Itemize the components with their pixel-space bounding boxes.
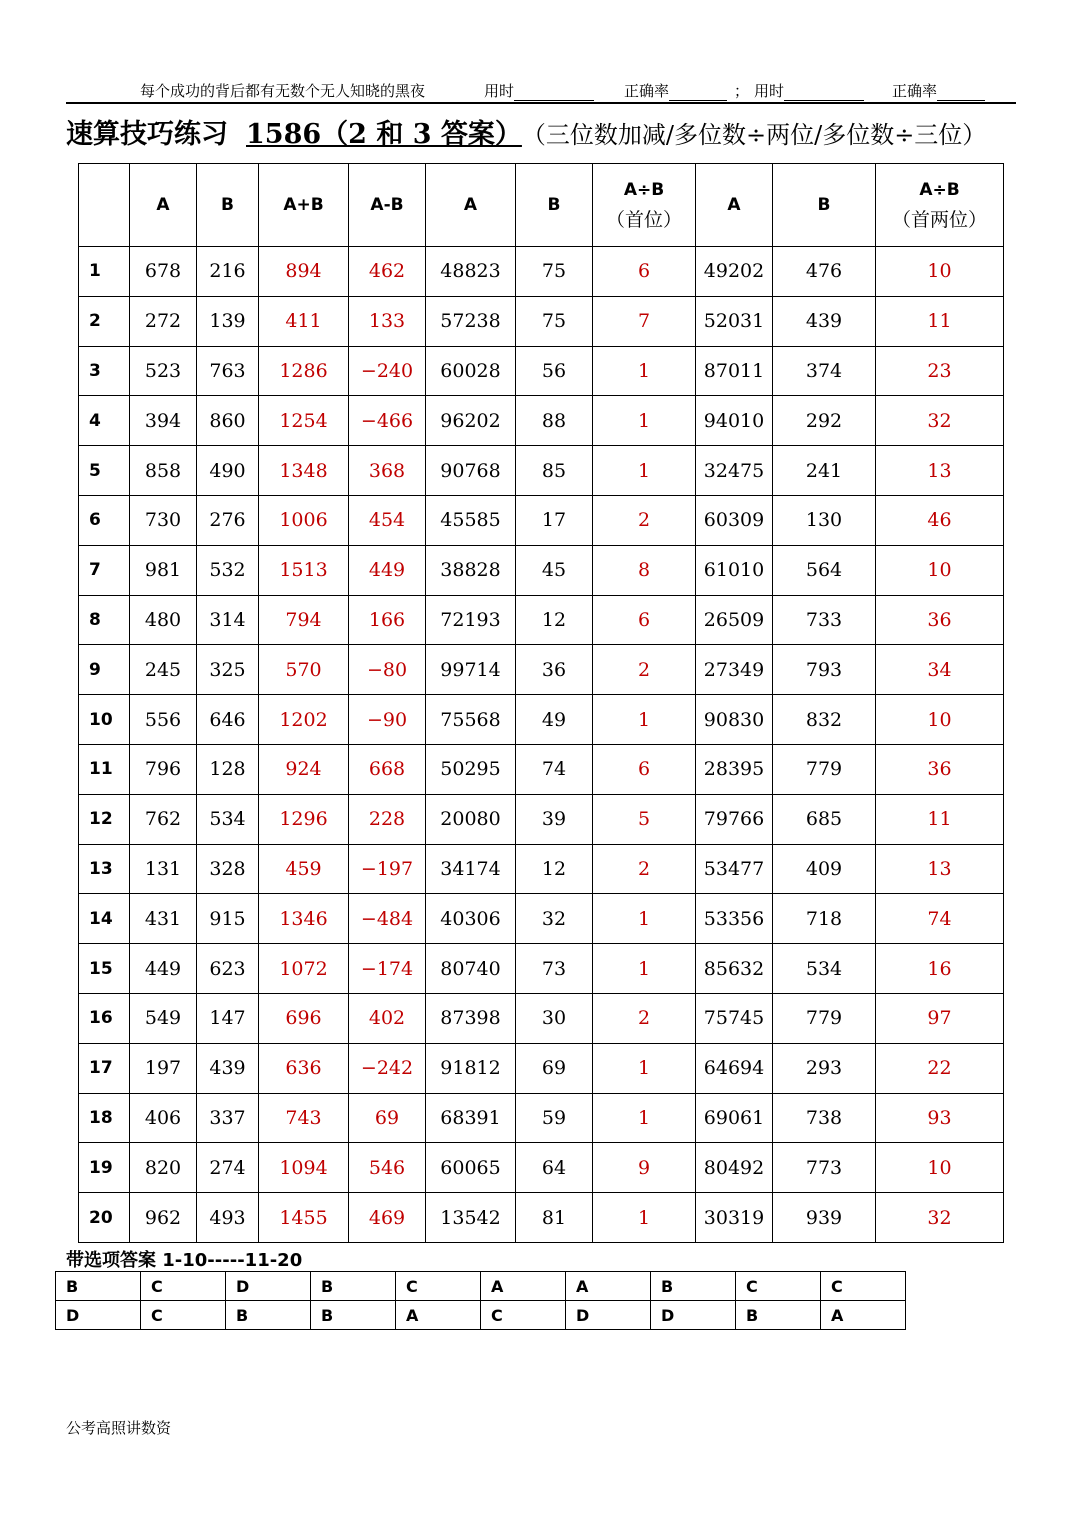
table-cell: 75745 <box>696 993 773 1043</box>
table-cell: 80740 <box>426 944 516 994</box>
row-index: 12 <box>79 794 130 844</box>
time-label-2: 用时 <box>754 80 864 101</box>
table-cell: 733 <box>773 595 876 645</box>
choice-cell: C <box>141 1301 226 1330</box>
table-cell: 60065 <box>426 1143 516 1193</box>
table-cell: 28395 <box>696 744 773 794</box>
choice-cell: C <box>481 1301 566 1330</box>
motto: 每个成功的背后都有无数个无人知晓的黑夜 <box>140 82 426 100</box>
table-row <box>79 346 1004 396</box>
table-cell: 11 <box>876 296 1004 346</box>
table-cell: 91812 <box>426 1043 516 1093</box>
table-cell: 1 <box>593 446 696 496</box>
table-cell: 6 <box>593 247 696 297</box>
table-cell: 241 <box>773 446 876 496</box>
table-cell: 1 <box>593 396 696 446</box>
title-subtitle: （三位数加减/多位数÷两位/多位数÷三位） <box>533 121 987 149</box>
table-cell: 534 <box>197 794 259 844</box>
table-row <box>79 595 1004 645</box>
row-index: 4 <box>79 396 130 446</box>
table-cell: 30 <box>516 993 593 1043</box>
table-cell: 368 <box>349 446 426 496</box>
table-cell: 7 <box>593 296 696 346</box>
table-cell: −80 <box>349 645 426 695</box>
table-cell: 6 <box>593 744 696 794</box>
choice-cell: C <box>141 1272 226 1301</box>
table-cell: 1 <box>593 695 696 745</box>
row-index: 17 <box>79 1043 130 1093</box>
header-cell: A <box>696 164 773 247</box>
table-cell: 794 <box>259 595 349 645</box>
table-cell: 480 <box>130 595 197 645</box>
table-cell: 39 <box>516 794 593 844</box>
table-cell: 8 <box>593 545 696 595</box>
table-cell: 17 <box>516 495 593 545</box>
table-cell: 36 <box>876 744 1004 794</box>
choice-cell: C <box>736 1272 821 1301</box>
table-cell: 685 <box>773 794 876 844</box>
table-cell: 9 <box>593 1143 696 1193</box>
row-index: 7 <box>79 545 130 595</box>
table-row <box>79 545 1004 595</box>
table-cell: 52031 <box>696 296 773 346</box>
table-cell: 762 <box>130 794 197 844</box>
table-cell: 402 <box>349 993 426 1043</box>
table-cell: 96202 <box>426 396 516 446</box>
table-cell: 75 <box>516 296 593 346</box>
table-cell: 556 <box>130 695 197 745</box>
header-cell: A+B <box>259 164 349 247</box>
table-cell: 147 <box>197 993 259 1043</box>
header-cell: A÷B （首两位） <box>876 164 1004 247</box>
header-cell: A <box>130 164 197 247</box>
table-cell: 981 <box>130 545 197 595</box>
table-cell: 87011 <box>696 346 773 396</box>
header-cell: A÷B （首位） <box>593 164 696 247</box>
table-cell: 97 <box>876 993 1004 1043</box>
table-cell: 73 <box>516 944 593 994</box>
table-cell: 69 <box>349 1093 426 1143</box>
table-cell: 11 <box>876 794 1004 844</box>
table-cell: 1455 <box>259 1193 349 1243</box>
table-cell: 68391 <box>426 1093 516 1143</box>
table-header-row <box>79 164 1004 247</box>
table-cell: 6 <box>593 595 696 645</box>
table-cell: 325 <box>197 645 259 695</box>
header-line <box>66 76 1016 104</box>
table-cell: −90 <box>349 695 426 745</box>
table-cell: 99714 <box>426 645 516 695</box>
table-cell: 564 <box>773 545 876 595</box>
table-cell: −240 <box>349 346 426 396</box>
choice-cell: B <box>311 1301 396 1330</box>
table-row <box>79 794 1004 844</box>
table-cell: 779 <box>773 744 876 794</box>
row-index: 1 <box>79 247 130 297</box>
table-cell: 13 <box>876 844 1004 894</box>
table-cell: 216 <box>197 247 259 297</box>
table-cell: 858 <box>130 446 197 496</box>
table-cell: 45 <box>516 545 593 595</box>
table-cell: 915 <box>197 894 259 944</box>
title-number: 1586（2 和 3 答案） <box>246 119 522 150</box>
table-cell: 276 <box>197 495 259 545</box>
separator: ； <box>734 82 750 100</box>
table-cell: 50295 <box>426 744 516 794</box>
table-cell: 820 <box>130 1143 197 1193</box>
choices-row <box>56 1301 906 1330</box>
table-cell: 32475 <box>696 446 773 496</box>
table-row <box>79 1193 1004 1243</box>
table-cell: 36 <box>876 595 1004 645</box>
table-cell: 61010 <box>696 545 773 595</box>
table-cell: 27349 <box>696 645 773 695</box>
table-cell: 81 <box>516 1193 593 1243</box>
table-cell: 1286 <box>259 346 349 396</box>
table-cell: 411 <box>259 296 349 346</box>
table-cell: 94010 <box>696 396 773 446</box>
table-cell: 88 <box>516 396 593 446</box>
table-cell: 793 <box>773 645 876 695</box>
table-cell: 20080 <box>426 794 516 844</box>
header-cell: B <box>773 164 876 247</box>
table-cell: 12 <box>516 844 593 894</box>
table-cell: 1202 <box>259 695 349 745</box>
time-label-1: 用时 <box>484 80 594 101</box>
table-cell: 678 <box>130 247 197 297</box>
table-row <box>79 1093 1004 1143</box>
table-cell: 69 <box>516 1043 593 1093</box>
table-cell: 962 <box>130 1193 197 1243</box>
choice-cell: B <box>736 1301 821 1330</box>
table-cell: 245 <box>130 645 197 695</box>
table-cell: 730 <box>130 495 197 545</box>
table-cell: 1 <box>593 346 696 396</box>
practice-table <box>78 163 1004 1243</box>
table-cell: 69061 <box>696 1093 773 1143</box>
header-cell: A-B <box>349 164 426 247</box>
table-cell: 490 <box>197 446 259 496</box>
table-cell: 274 <box>197 1143 259 1193</box>
table-cell: 2 <box>593 844 696 894</box>
choice-cell: A <box>481 1272 566 1301</box>
row-index: 11 <box>79 744 130 794</box>
table-cell: 85 <box>516 446 593 496</box>
row-index: 18 <box>79 1093 130 1143</box>
table-cell: 462 <box>349 247 426 297</box>
table-cell: 87398 <box>426 993 516 1043</box>
table-cell: 646 <box>197 695 259 745</box>
table-cell: −197 <box>349 844 426 894</box>
table-cell: 394 <box>130 396 197 446</box>
table-cell: −466 <box>349 396 426 446</box>
choices-title: 带选项答案 1-10-----11-20 <box>66 1250 303 1271</box>
row-index: 19 <box>79 1143 130 1193</box>
table-cell: 454 <box>349 495 426 545</box>
table-cell: 64694 <box>696 1043 773 1093</box>
table-cell: 128 <box>197 744 259 794</box>
title-main: 速算技巧练习 <box>66 119 228 150</box>
header-cell: A <box>426 164 516 247</box>
page-title <box>66 112 986 152</box>
table-cell: 668 <box>349 744 426 794</box>
table-cell: 34 <box>876 645 1004 695</box>
table-cell: 16 <box>876 944 1004 994</box>
row-index: 13 <box>79 844 130 894</box>
accuracy-label-2: 正确率 <box>892 80 985 101</box>
table-cell: 57238 <box>426 296 516 346</box>
table-cell: 26509 <box>696 595 773 645</box>
table-row <box>79 495 1004 545</box>
choice-cell: D <box>56 1301 141 1330</box>
table-cell: 832 <box>773 695 876 745</box>
table-cell: 36 <box>516 645 593 695</box>
row-index: 3 <box>79 346 130 396</box>
choice-cell: A <box>396 1301 481 1330</box>
table-cell: 718 <box>773 894 876 944</box>
table-cell: 5 <box>593 794 696 844</box>
table-cell: 293 <box>773 1043 876 1093</box>
row-index: 16 <box>79 993 130 1043</box>
table-cell: 23 <box>876 346 1004 396</box>
table-row <box>79 1043 1004 1093</box>
choices-table <box>55 1271 906 1330</box>
table-cell: 1348 <box>259 446 349 496</box>
table-cell: 30319 <box>696 1193 773 1243</box>
table-cell: 860 <box>197 396 259 446</box>
table-cell: 1072 <box>259 944 349 994</box>
table-cell: 779 <box>773 993 876 1043</box>
table-row <box>79 396 1004 446</box>
table-cell: 1346 <box>259 894 349 944</box>
table-cell: 1 <box>593 1043 696 1093</box>
header-cell: B <box>516 164 593 247</box>
table-cell: 314 <box>197 595 259 645</box>
table-cell: 1 <box>593 894 696 944</box>
row-index: 14 <box>79 894 130 944</box>
table-cell: 459 <box>259 844 349 894</box>
table-cell: 439 <box>773 296 876 346</box>
table-cell: 1513 <box>259 545 349 595</box>
table-row <box>79 645 1004 695</box>
table-cell: 493 <box>197 1193 259 1243</box>
table-cell: 337 <box>197 1093 259 1143</box>
table-cell: 45585 <box>426 495 516 545</box>
table-cell: 32 <box>876 1193 1004 1243</box>
table-cell: 374 <box>773 346 876 396</box>
accuracy-label-1: 正确率 <box>624 80 727 101</box>
table-cell: 75 <box>516 247 593 297</box>
table-cell: 636 <box>259 1043 349 1093</box>
table-cell: 56 <box>516 346 593 396</box>
table-cell: 738 <box>773 1093 876 1143</box>
table-cell: 546 <box>349 1143 426 1193</box>
table-row <box>79 993 1004 1043</box>
table-cell: 130 <box>773 495 876 545</box>
row-index: 5 <box>79 446 130 496</box>
table-cell: −174 <box>349 944 426 994</box>
table-cell: 12 <box>516 595 593 645</box>
table-cell: 75568 <box>426 695 516 745</box>
table-cell: 743 <box>259 1093 349 1143</box>
choices-row <box>56 1272 906 1301</box>
table-cell: 90768 <box>426 446 516 496</box>
table-row <box>79 844 1004 894</box>
table-cell: 272 <box>130 296 197 346</box>
table-cell: −242 <box>349 1043 426 1093</box>
table-cell: 49202 <box>696 247 773 297</box>
table-cell: 1006 <box>259 495 349 545</box>
footer: 公考高照讲数资 <box>66 1419 172 1437</box>
table-cell: 40306 <box>426 894 516 944</box>
table-cell: 1094 <box>259 1143 349 1193</box>
table-cell: 449 <box>130 944 197 994</box>
choice-cell: B <box>56 1272 141 1301</box>
table-cell: 549 <box>130 993 197 1043</box>
table-cell: 924 <box>259 744 349 794</box>
table-row <box>79 695 1004 745</box>
table-cell: 763 <box>197 346 259 396</box>
table-cell: 439 <box>197 1043 259 1093</box>
table-row <box>79 247 1004 297</box>
table-cell: 10 <box>876 695 1004 745</box>
table-cell: 74 <box>516 744 593 794</box>
table-cell: 431 <box>130 894 197 944</box>
table-cell: 1 <box>593 944 696 994</box>
table-cell: 60028 <box>426 346 516 396</box>
table-cell: 133 <box>349 296 426 346</box>
table-cell: 53356 <box>696 894 773 944</box>
table-cell: 32 <box>516 894 593 944</box>
table-cell: 10 <box>876 1143 1004 1193</box>
choice-cell: D <box>226 1272 311 1301</box>
choice-cell: B <box>226 1301 311 1330</box>
table-cell: 53477 <box>696 844 773 894</box>
table-cell: 10 <box>876 247 1004 297</box>
table-cell: 1296 <box>259 794 349 844</box>
table-row <box>79 894 1004 944</box>
row-index: 6 <box>79 495 130 545</box>
table-row <box>79 1143 1004 1193</box>
table-cell: 696 <box>259 993 349 1043</box>
choice-cell: D <box>651 1301 736 1330</box>
table-cell: 59 <box>516 1093 593 1143</box>
choice-cell: A <box>821 1301 906 1330</box>
table-cell: 32 <box>876 396 1004 446</box>
row-index: 8 <box>79 595 130 645</box>
table-row <box>79 944 1004 994</box>
row-index: 20 <box>79 1193 130 1243</box>
table-cell: 139 <box>197 296 259 346</box>
header-cell <box>79 164 130 247</box>
table-cell: 894 <box>259 247 349 297</box>
table-cell: 22 <box>876 1043 1004 1093</box>
choice-cell: B <box>651 1272 736 1301</box>
row-index: 10 <box>79 695 130 745</box>
table-row <box>79 446 1004 496</box>
table-row <box>79 744 1004 794</box>
table-cell: 79766 <box>696 794 773 844</box>
table-cell: 13542 <box>426 1193 516 1243</box>
table-cell: 80492 <box>696 1143 773 1193</box>
table-row <box>79 296 1004 346</box>
table-cell: 939 <box>773 1193 876 1243</box>
table-cell: 292 <box>773 396 876 446</box>
choice-cell: C <box>821 1272 906 1301</box>
table-cell: 46 <box>876 495 1004 545</box>
table-cell: 2 <box>593 645 696 695</box>
table-cell: 64 <box>516 1143 593 1193</box>
table-cell: 60309 <box>696 495 773 545</box>
table-cell: 10 <box>876 545 1004 595</box>
table-cell: 2 <box>593 993 696 1043</box>
table-cell: 48823 <box>426 247 516 297</box>
table-cell: 1254 <box>259 396 349 446</box>
table-cell: 773 <box>773 1143 876 1193</box>
table-cell: 197 <box>130 1043 197 1093</box>
table-cell: 85632 <box>696 944 773 994</box>
table-cell: 34174 <box>426 844 516 894</box>
choice-cell: C <box>396 1272 481 1301</box>
choice-cell: A <box>566 1272 651 1301</box>
table-cell: 1 <box>593 1093 696 1143</box>
row-index: 2 <box>79 296 130 346</box>
row-index: 9 <box>79 645 130 695</box>
table-cell: 49 <box>516 695 593 745</box>
table-cell: 74 <box>876 894 1004 944</box>
table-cell: 406 <box>130 1093 197 1143</box>
table-cell: 93 <box>876 1093 1004 1143</box>
table-cell: −484 <box>349 894 426 944</box>
table-cell: 38828 <box>426 545 516 595</box>
table-cell: 469 <box>349 1193 426 1243</box>
table-cell: 534 <box>773 944 876 994</box>
header-cell: B <box>197 164 259 247</box>
table-cell: 328 <box>197 844 259 894</box>
choice-cell: B <box>311 1272 396 1301</box>
table-cell: 90830 <box>696 695 773 745</box>
table-cell: 228 <box>349 794 426 844</box>
table-cell: 523 <box>130 346 197 396</box>
row-index: 15 <box>79 944 130 994</box>
table-cell: 476 <box>773 247 876 297</box>
table-cell: 570 <box>259 645 349 695</box>
choice-cell: D <box>566 1301 651 1330</box>
table-cell: 1 <box>593 1193 696 1243</box>
table-cell: 13 <box>876 446 1004 496</box>
table-cell: 796 <box>130 744 197 794</box>
table-cell: 2 <box>593 495 696 545</box>
table-cell: 449 <box>349 545 426 595</box>
table-cell: 131 <box>130 844 197 894</box>
table-cell: 72193 <box>426 595 516 645</box>
table-cell: 623 <box>197 944 259 994</box>
table-cell: 532 <box>197 545 259 595</box>
table-cell: 409 <box>773 844 876 894</box>
table-cell: 166 <box>349 595 426 645</box>
